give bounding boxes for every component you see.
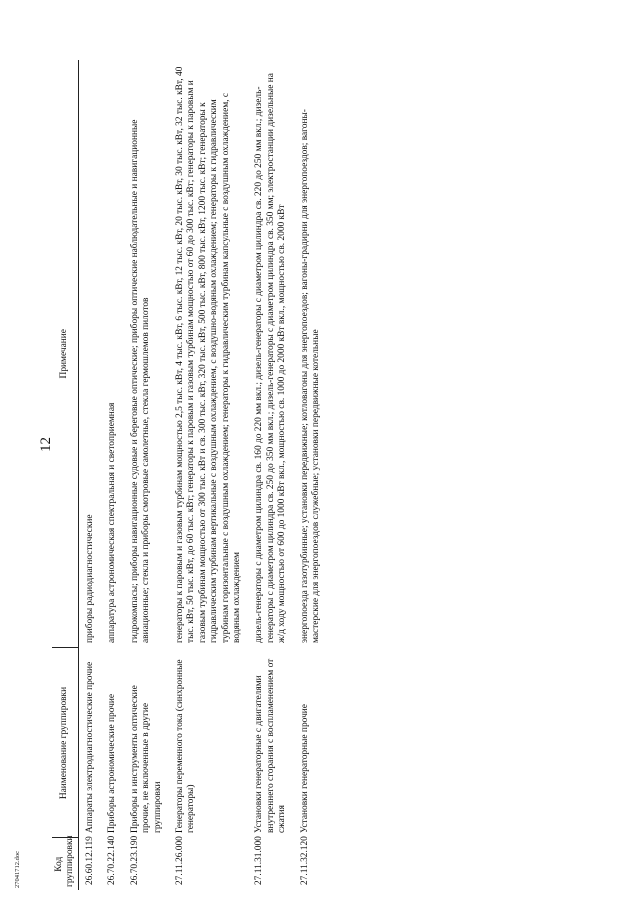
header-note: Примечание [52, 60, 79, 648]
table-header-row [52, 60, 79, 890]
row-name: Генераторы переменного тока (синхронные генераторы) [175, 659, 197, 833]
row-name: Аппараты электродиагностические прочие [85, 661, 95, 833]
row-code: 27.11.32.120 [299, 836, 310, 885]
document-footer: 27041712.doc [14, 850, 21, 888]
row-code: 26.70.22.140 [107, 835, 118, 885]
row-name: Установки генераторные с двигателями внутреннего сгорания с воспламенением от сжатия [254, 658, 288, 833]
row-note: гидрокомпасы; приборы навигационные судовые и береговые оптические; приборы оптические наблюдательные и навигационные авиационные; стекла и приборы смотровые самолетные, стекла гермошлемов пилотов [129, 119, 152, 643]
rotated-page-content [52, 60, 600, 890]
page-number: 12 [38, 437, 54, 452]
row-name: Приборы и инструменты оптические прочие, не включенные в другие группировки [129, 685, 163, 833]
row-note: генераторы к паровым и газовым турбинам мощностью 2,5 тыс. кВт, 4 тыс. кВт, 6 тыс. кВт, 12 тыс. кВт, 20 тыс. кВт, 30 тыс. кВт, 32 тыс. кВт, 40 тыс. кВт, 50 тыс. кВт, до 60 тыс. кВт; генераторы к паровым и газовым турбинам мощностью от 60 до 300 тыс. кВт; генераторы к паровым и газовым турбинам мощностью от 300 тыс. кВт и св. 300 тыс. кВт, 320 тыс. кВт, 500 тыс. кВт, 800 тыс. кВт, 1200 тыс. кВт; генераторы к гидравлическим турбинам вертикальные с воздушным охлаждением, с воздушно-водяным охлаждением; генераторы к гидравлическим турбинам горизонтальные с воздушным охлаждением; генераторы к гидравлическим турбинам капсульные с воздушным охлаждением, с водяным охлаждением [175, 66, 243, 643]
table-row [169, 60, 248, 890]
row-note: приборы радиодиагностические [85, 514, 95, 643]
row-name: Установки генераторные прочие [299, 704, 310, 833]
row-name: Приборы астрономические прочие [107, 693, 118, 833]
table-row [294, 60, 328, 890]
header-name: Наименование группировки [52, 648, 79, 838]
row-code: 26.60.12.119 [85, 836, 95, 885]
table-row [124, 60, 169, 890]
row-note: аппаратура астрономическая спектральная и светоприемная [107, 402, 118, 643]
header-code: Код группировки [52, 838, 79, 890]
table-row [248, 60, 293, 890]
table-row [101, 60, 123, 890]
row-code: 26.70.23.190 [129, 835, 140, 885]
row-code: 27.11.26.000 [175, 836, 186, 885]
row-note: энергопоезда газотурбинные; установки передвижные; котловагоны для энергопоездов; вагоны-градирни для энергопоездов; вагоны-мастерские для энергопоездов служебные; установки передвижные котельные [299, 109, 322, 643]
row-note: дизель-генераторы с диаметром цилиндра св. 160 до 220 мм вкл.; дизель-генераторы с диаметром цилиндра св. 220 до 250 мм вкл.; дизель-генераторы с диаметром цилиндра св. 250 до 350 мм вкл.; дизель-генераторы с диаметром цилиндра св. 350 мм; электростанции дизельные на ж/д ходу мощностью от 600 до 1000 кВт вкл., мощностью св. 1000 до 2000 кВт вкл., мощностью св. 2000 кВт [254, 73, 288, 643]
row-code: 27.11.31.000 [254, 836, 265, 885]
groupings-table [52, 60, 328, 890]
table-row [79, 60, 102, 890]
